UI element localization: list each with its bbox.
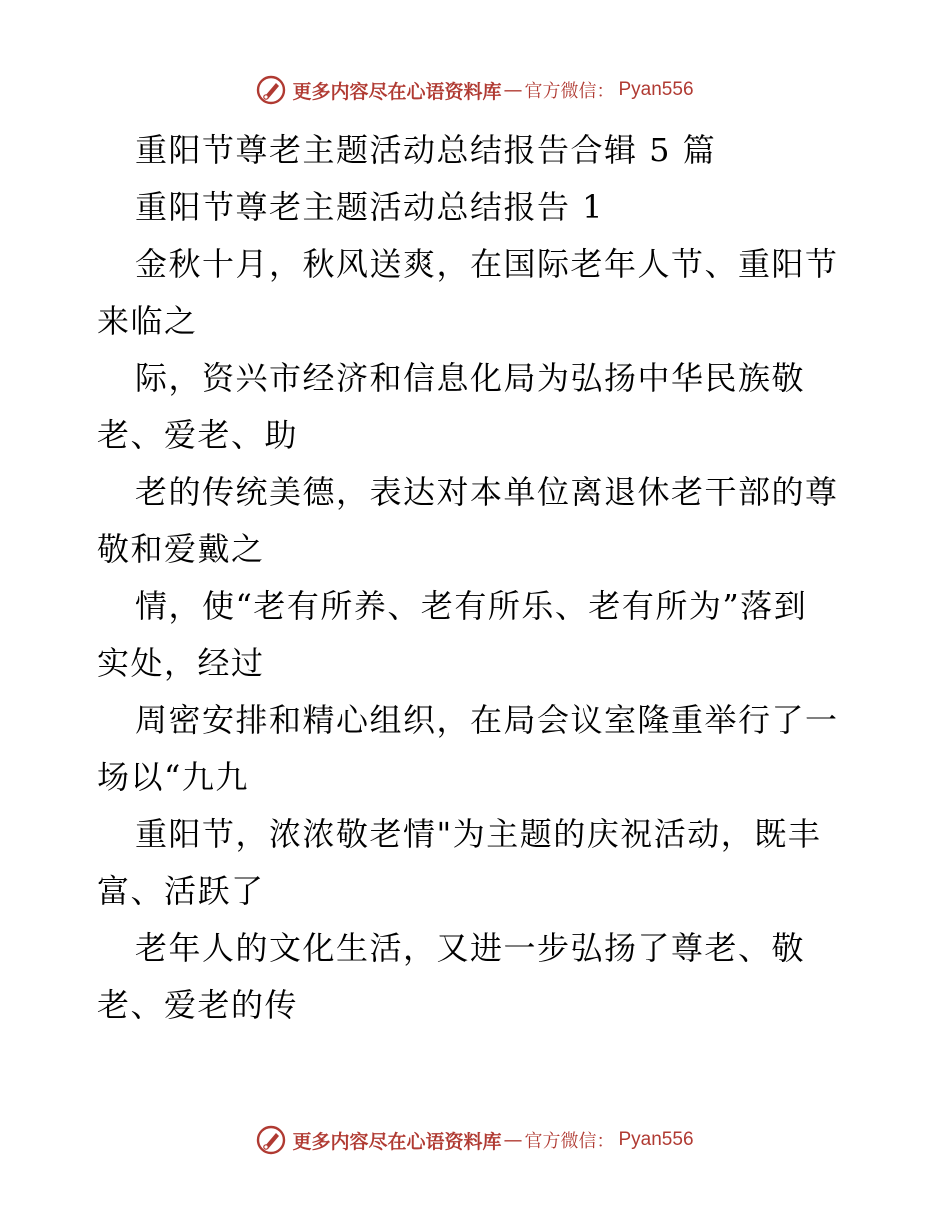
paragraph-line: 场以“九九	[97, 758, 249, 796]
header-banner-content	[256, 75, 693, 105]
document-body	[97, 122, 857, 1034]
footer-banner	[0, 1120, 950, 1160]
paragraph-line: 金秋十月，秋风送爽，在国际老年人节、重阳节	[135, 245, 839, 283]
banner-dash: —	[503, 1129, 523, 1151]
paragraph-line: 老的传统美德，表达对本单位离退休老干部的尊	[135, 473, 839, 511]
paragraph-line: 际，资兴市经济和信息化局为弘扬中华民族敬	[135, 359, 806, 397]
banner-wechat-id: Pyan556	[618, 79, 694, 100]
banner-text: 更多内容尽在心语资料库	[292, 1130, 502, 1153]
paragraph-line: 老、爱老、助	[97, 416, 299, 454]
footer-banner-content	[256, 1125, 693, 1155]
paragraph-line: 老、爱老的传	[97, 986, 299, 1024]
paragraph-line: 敬和爱戴之	[97, 530, 265, 568]
document-subtitle: 重阳节尊老主题活动总结报告 1	[135, 188, 605, 226]
banner-text: 更多内容尽在心语资料库	[292, 80, 502, 103]
paragraph-line: 情，使“老有所养、老有所乐、老有所为”落到	[135, 587, 808, 625]
banner-label: 官方微信：	[524, 81, 615, 102]
paragraph-line: 周密安排和精心组织，在局会议室隆重举行了一	[135, 701, 839, 739]
paragraph-line: 重阳节，浓浓敬老情"为主题的庆祝活动，既丰	[135, 815, 822, 853]
paragraph-line: 老年人的文化生活，又进一步弘扬了尊老、敬	[135, 929, 806, 967]
logo-icon	[256, 75, 286, 105]
banner-dash: —	[503, 79, 523, 101]
header-banner	[0, 70, 950, 110]
paragraph-line: 富、活跃了	[97, 872, 265, 910]
paragraph-line: 实处，经过	[97, 644, 265, 682]
paragraph-line: 来临之	[97, 302, 198, 340]
banner-label: 官方微信：	[524, 1131, 615, 1152]
logo-icon	[256, 1125, 286, 1155]
document-title: 重阳节尊老主题活动总结报告合辑 5 篇	[135, 131, 717, 169]
banner-wechat-id: Pyan556	[618, 1129, 694, 1150]
